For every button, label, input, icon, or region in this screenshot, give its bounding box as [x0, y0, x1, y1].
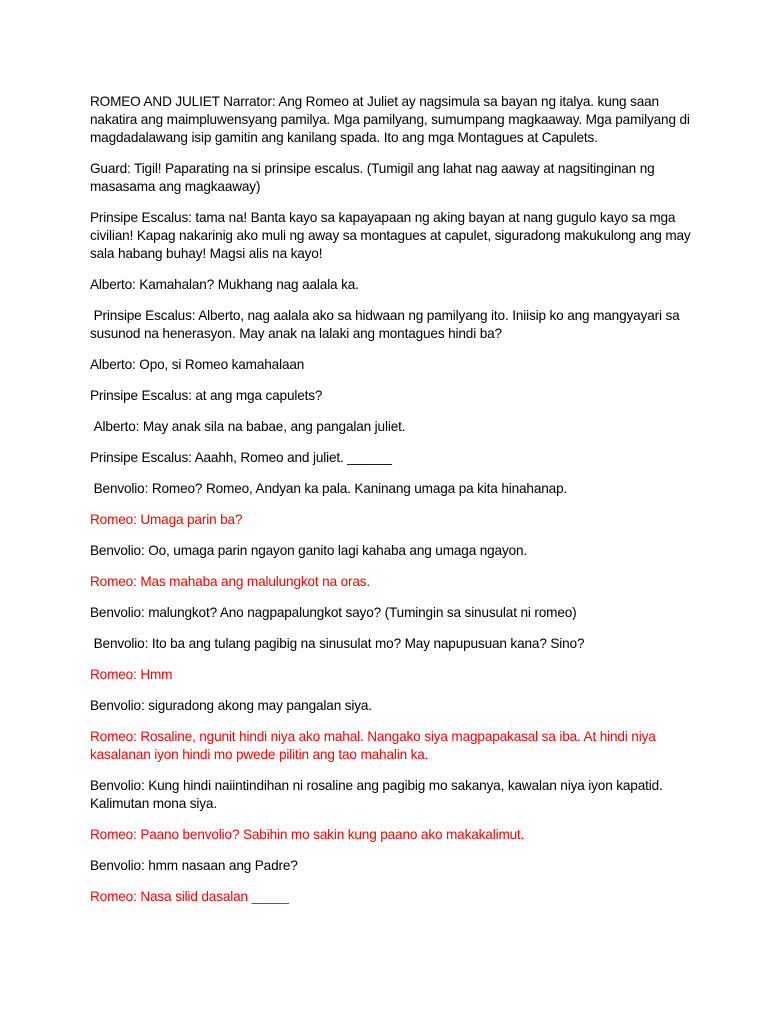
paragraph-romeo-3: Romeo: Hmm: [90, 667, 173, 682]
paragraph-benvolio-1: Benvolio: Romeo? Romeo, Andyan ka pala. Kaninang umaga pa kita hinahanap.: [90, 481, 568, 496]
paragraph-benvolio-6: Benvolio: Kung hindi naiintindihan ni rosaline ang pagibig mo sakanya, kawalan niya iyon kapatid. Kalimutan mona siya.: [90, 778, 667, 811]
paragraph-benvolio-5: Benvolio: siguradong akong may pangalan siya.: [90, 698, 372, 713]
paragraph-romeo-6: Romeo: Nasa silid dasalan _____: [90, 889, 289, 904]
paragraph-escalus-4: Prinsipe Escalus: Aaahh, Romeo and juliet. ______: [90, 450, 392, 465]
paragraph-benvolio-4: Benvolio: Ito ba ang tulang pagibig na sinusulat mo? May napupusuan kana? Sino?: [90, 636, 585, 651]
paragraph-escalus-2: Prinsipe Escalus: Alberto, nag aalala ako sa hidwaan ng pamilyang ito. Iniisip ko ang mangyayari sa susunod na henerasyon. May anak na lalaki ang montagues hindi ba?: [90, 308, 684, 341]
paragraph-alberto-2: Alberto: Opo, si Romeo kamahalaan: [90, 357, 305, 372]
paragraph-romeo-2: Romeo: Mas mahaba ang malulungkot na oras.: [90, 574, 371, 589]
paragraph-escalus-3: Prinsipe Escalus: at ang mga capulets?: [90, 388, 323, 403]
paragraph-escalus-1: Prinsipe Escalus: tama na! Banta kayo sa kapayapaan ng aking bayan at nang gugulo kayo sa mga civilian! Kapag nakarinig ako muli ng away sa montagues at capulet, siguradong makukulong ang may sala habang buhay! Magsi alis na kayo!: [90, 210, 695, 261]
paragraph-romeo-5: Romeo: Paano benvolio? Sabihin mo sakin kung paano ako makakalimut.: [90, 827, 525, 842]
paragraph-romeo-1: Romeo: Umaga parin ba?: [90, 512, 243, 527]
paragraph-benvolio-2: Benvolio: Oo, umaga parin ngayon ganito lagi kahaba ang umaga ngayon.: [90, 543, 528, 558]
paragraph-alberto-3: Alberto: May anak sila na babae, ang pangalan juliet.: [90, 419, 406, 434]
paragraph-romeo-4: Romeo: Rosaline, ngunit hindi niya ako mahal. Nangako siya magpapakasal sa iba. At hindi niya kasalanan iyon hindi mo pwede pilitin ang tao mahalin ka.: [90, 729, 660, 762]
paragraph-benvolio-7: Benvolio: hmm nasaan ang Padre?: [90, 858, 298, 873]
paragraph-alberto-1: Alberto: Kamahalan? Mukhang nag aalala ka.: [90, 277, 359, 292]
paragraph-guard: Guard: Tigil! Paparating na si prinsipe escalus. (Tumigil ang lahat nag aaway at nagsitinginan ng masasama ang magkaaway): [90, 161, 659, 194]
paragraph-benvolio-3: Benvolio: malungkot? Ano nagpapalungkot sayo? (Tumingin sa sinusulat ni romeo): [90, 605, 577, 620]
paragraph-narrator: ROMEO AND JULIET Narrator: Ang Romeo at Juliet ay nagsimula sa bayan ng italya. kung saan nakatira ang maimpluwensyang pamilya. Mga pamilyang, sumumpang magkaaway. Mga pamilyang di magdadalawang isip gamitin ang kanilang spada. Ito ang mga Montagues at Capulets.: [90, 94, 694, 145]
